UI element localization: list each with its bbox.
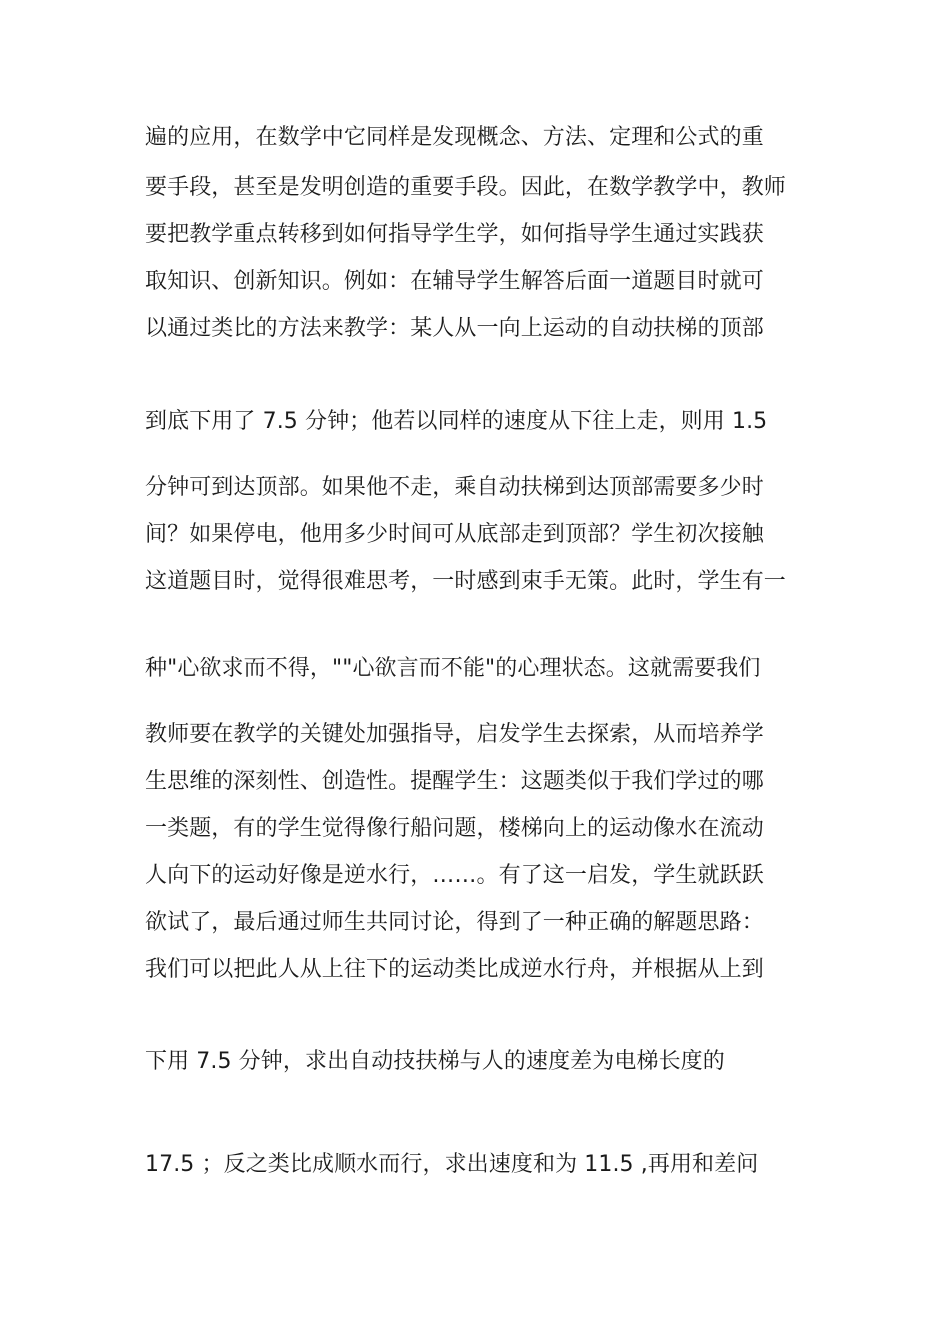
text-line: 教师要在教学的关键处加强指导，启发学生去探索，从而培养学 xyxy=(145,722,764,747)
text-line: 取知识、创新知识。例如：在辅导学生解答后面一道题目时就可 xyxy=(145,269,764,294)
text-line: 要手段，甚至是发明创造的重要手段。因此，在数学教学中，教师 xyxy=(145,175,786,200)
text-line: 欲试了，最后通过师生共同讨论，得到了一种正确的解题思路： xyxy=(145,910,764,935)
text-line: 间？如果停电，他用多少时间可从底部走到顶部？学生初次接触 xyxy=(145,522,764,547)
text-line: 到底下用了 7.5 分钟；他若以同样的速度从下往上走，则用 1.5 xyxy=(145,409,768,434)
text-line: 17.5 ；反之类比成顺水而行，求出速度和为 11.5 ,再用和差问 xyxy=(145,1152,759,1177)
text-line: 下用 7.5 分钟，求出自动技扶梯与人的速度差为电梯长度的 xyxy=(145,1049,725,1074)
text-line: 这道题目时，觉得很难思考，一时感到束手无策。此时，学生有一 xyxy=(145,569,786,594)
text-line: 人向下的运动好像是逆水行，……。有了这一启发，学生就跃跃 xyxy=(145,863,764,888)
text-line: 生思维的深刻性、创造性。提醒学生：这题类似于我们学过的哪 xyxy=(145,769,764,794)
text-line: 我们可以把此人从上往下的运动类比成逆水行舟，并根据从上到 xyxy=(145,957,764,982)
text-line: 种"心欲求而不得，""心欲言而不能"的心理状态。这就需要我们 xyxy=(145,656,761,681)
text-line: 以通过类比的方法来教学：某人从一向上运动的自动扶梯的顶部 xyxy=(145,316,764,341)
text-line: 分钟可到达顶部。如果他不走，乘自动扶梯到达顶部需要多少时 xyxy=(145,475,764,500)
text-line: 遍的应用，在数学中它同样是发现概念、方法、定理和公式的重 xyxy=(145,125,764,150)
text-line: 要把教学重点转移到如何指导学生学，如何指导学生通过实践获 xyxy=(145,222,764,247)
text-line: 一类题，有的学生觉得像行船问题，楼梯向上的运动像水在流动 xyxy=(145,816,764,841)
